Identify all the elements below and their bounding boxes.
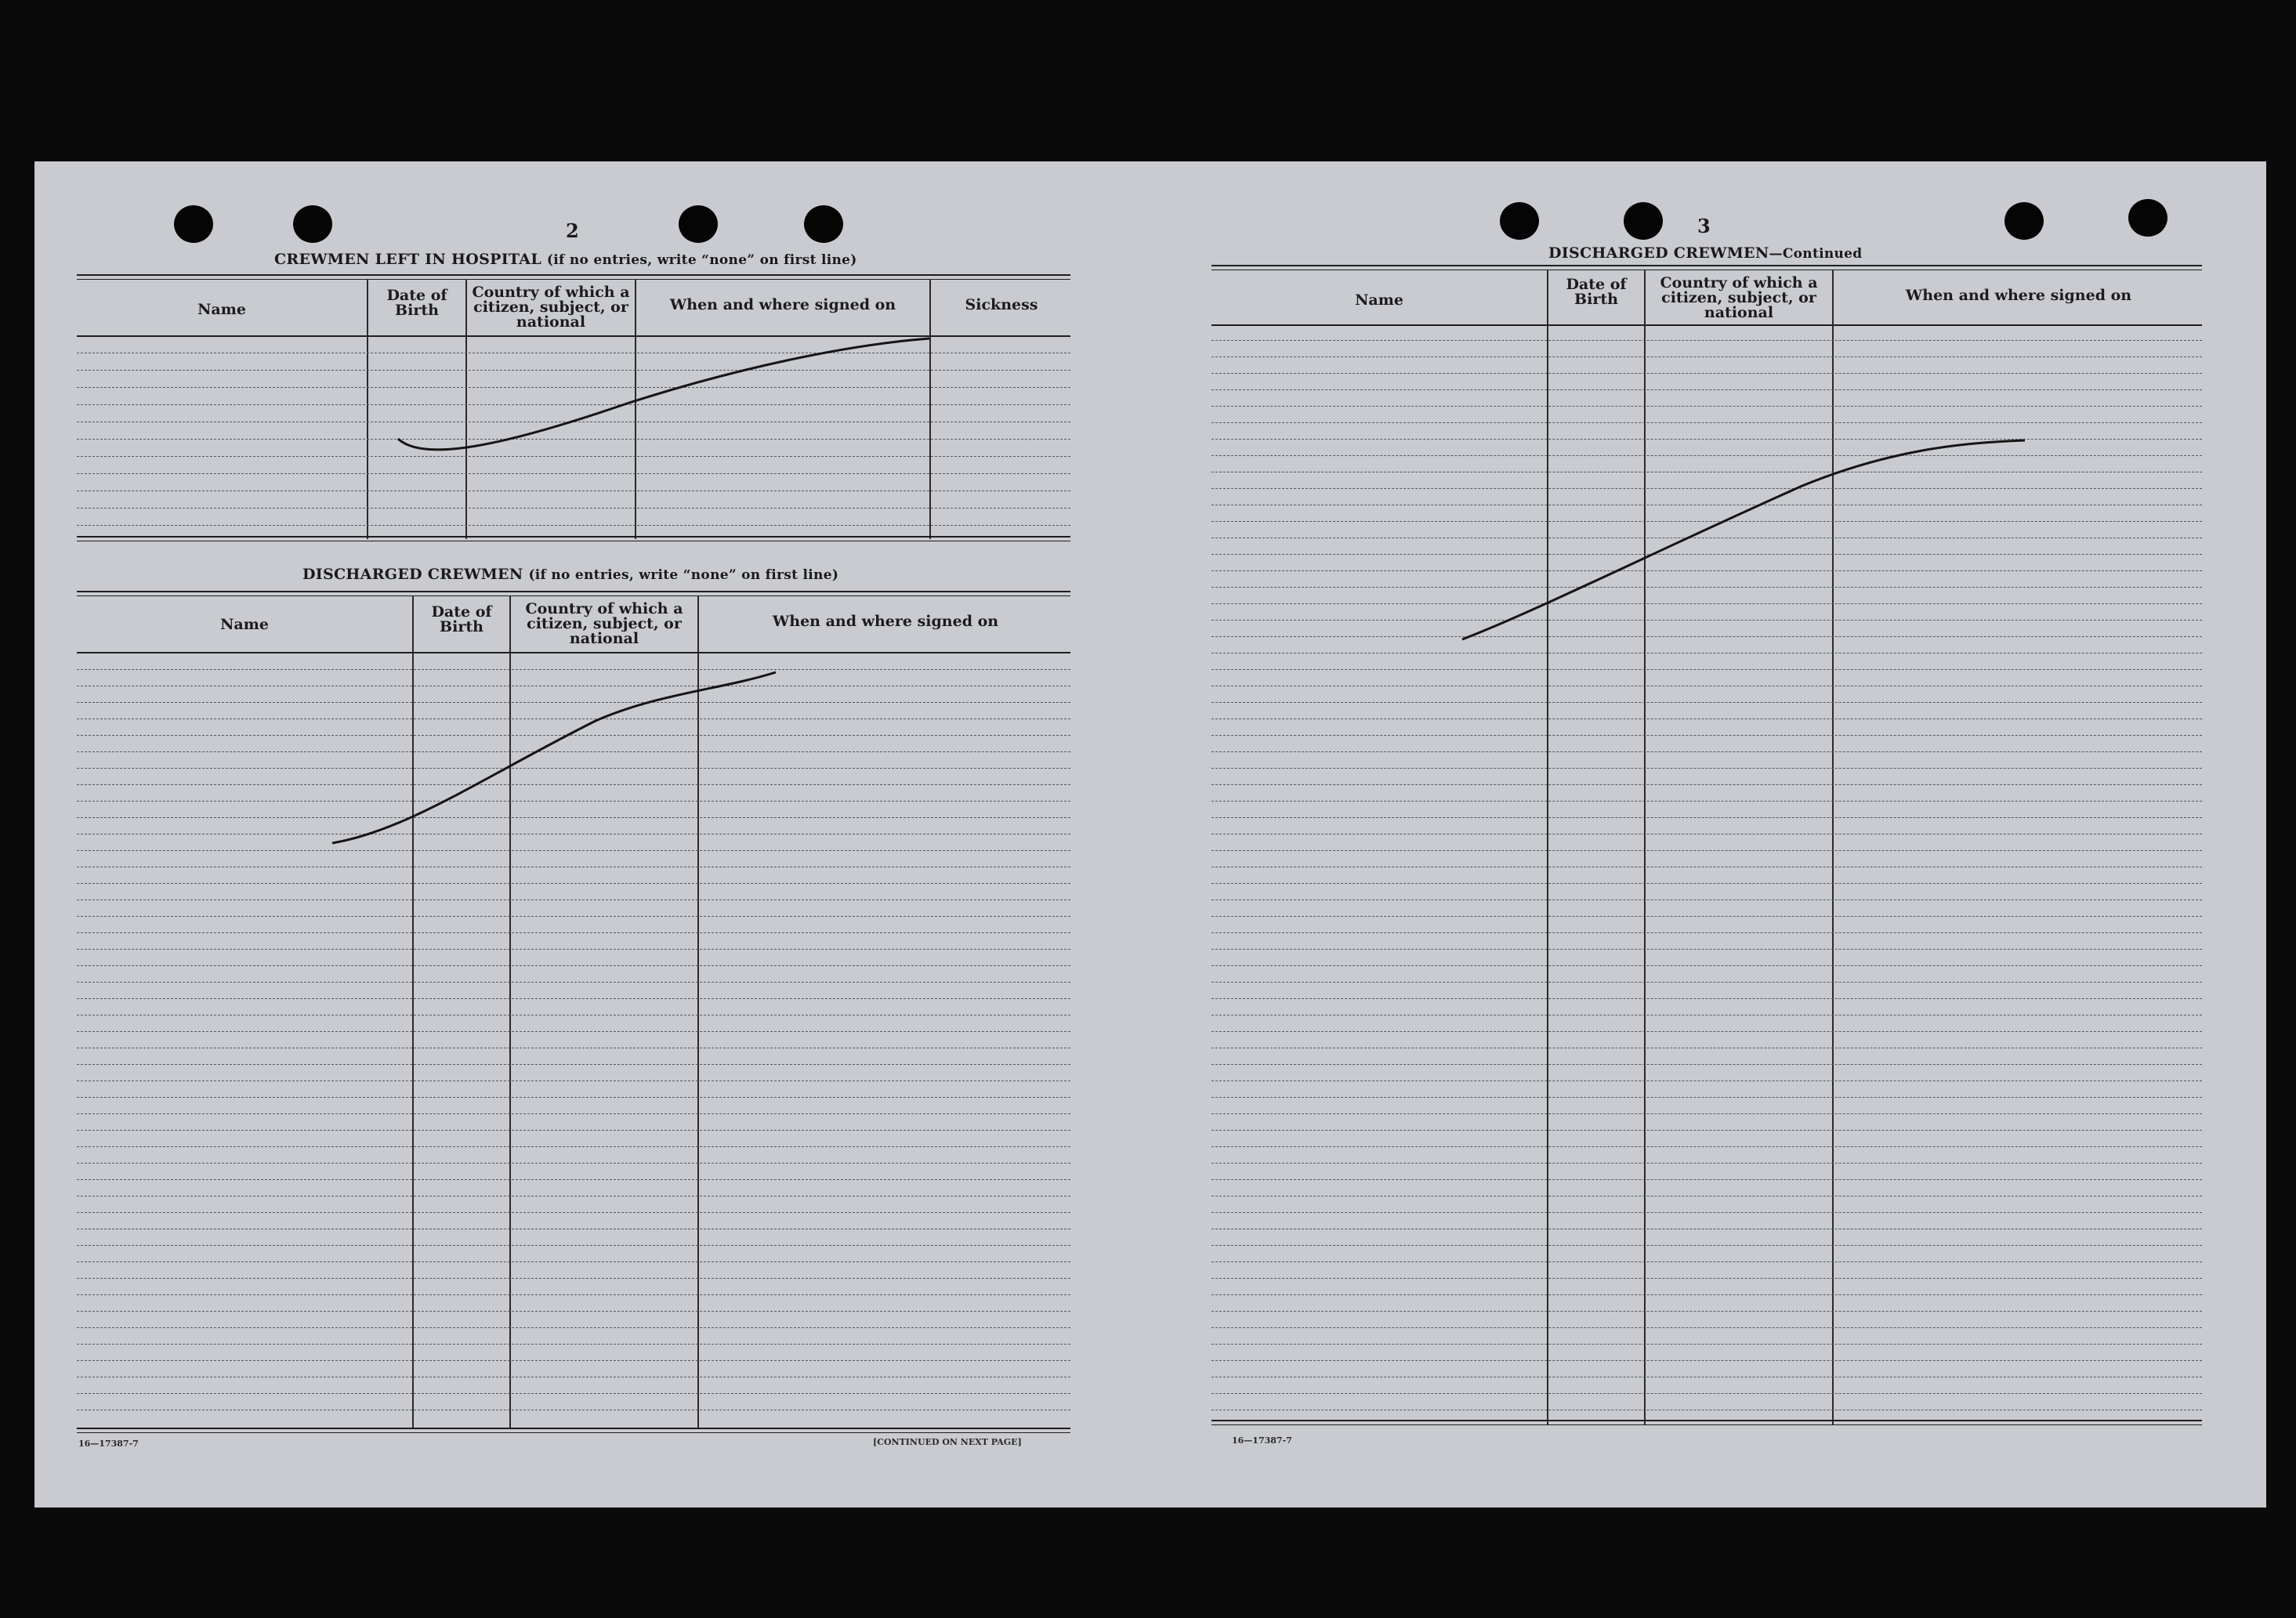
column-header-country: Country of which a citizen, subject, or national [1660,274,1818,321]
discharged-continued-title-text: DISCHARGED CREWMEN [1548,244,1769,262]
discharged-title: DISCHARGED CREWMEN [302,566,523,583]
column-header-date-of-birth: Date of Birth [1566,276,1627,308]
column-header-signed-on: When and where signed on [772,613,999,630]
column-header-signed-on: When and where signed on [1905,287,2132,304]
column-header-name: Name [197,301,246,318]
column-header-date-of-birth: Date of Birth [386,287,447,319]
column-header-name: Name [220,616,269,633]
hospital-note: (if no entries, write “none” on first line) [546,252,857,268]
discharged-note: (if no entries, write “none” on first line) [528,567,839,583]
continued-label: —Continued [1769,246,1863,262]
column-header-country: Country of which a citizen, subject, or national [472,284,630,331]
form-number: 16—17387-7 [78,1439,139,1449]
column-header-country: Country of which a citizen, subject, or national [525,600,683,647]
hospital-title: CREWMEN LEFT IN HOSPITAL [274,251,541,268]
cancel-stroke [332,672,776,843]
column-header-date-of-birth: Date of Birth [431,603,492,635]
column-header-sickness: Sickness [965,296,1038,313]
cancel-stroke [1462,440,2025,639]
page-number: 2 [566,219,579,242]
page-number: 3 [1697,215,1711,237]
cancel-stroke [398,338,929,450]
column-header-name: Name [1355,291,1403,309]
column-header-signed-on: When and where signed on [669,296,896,313]
form-number: 16—17387-7 [1232,1435,1292,1446]
continued-note: [CONTINUED ON NEXT PAGE] [873,1437,1022,1447]
